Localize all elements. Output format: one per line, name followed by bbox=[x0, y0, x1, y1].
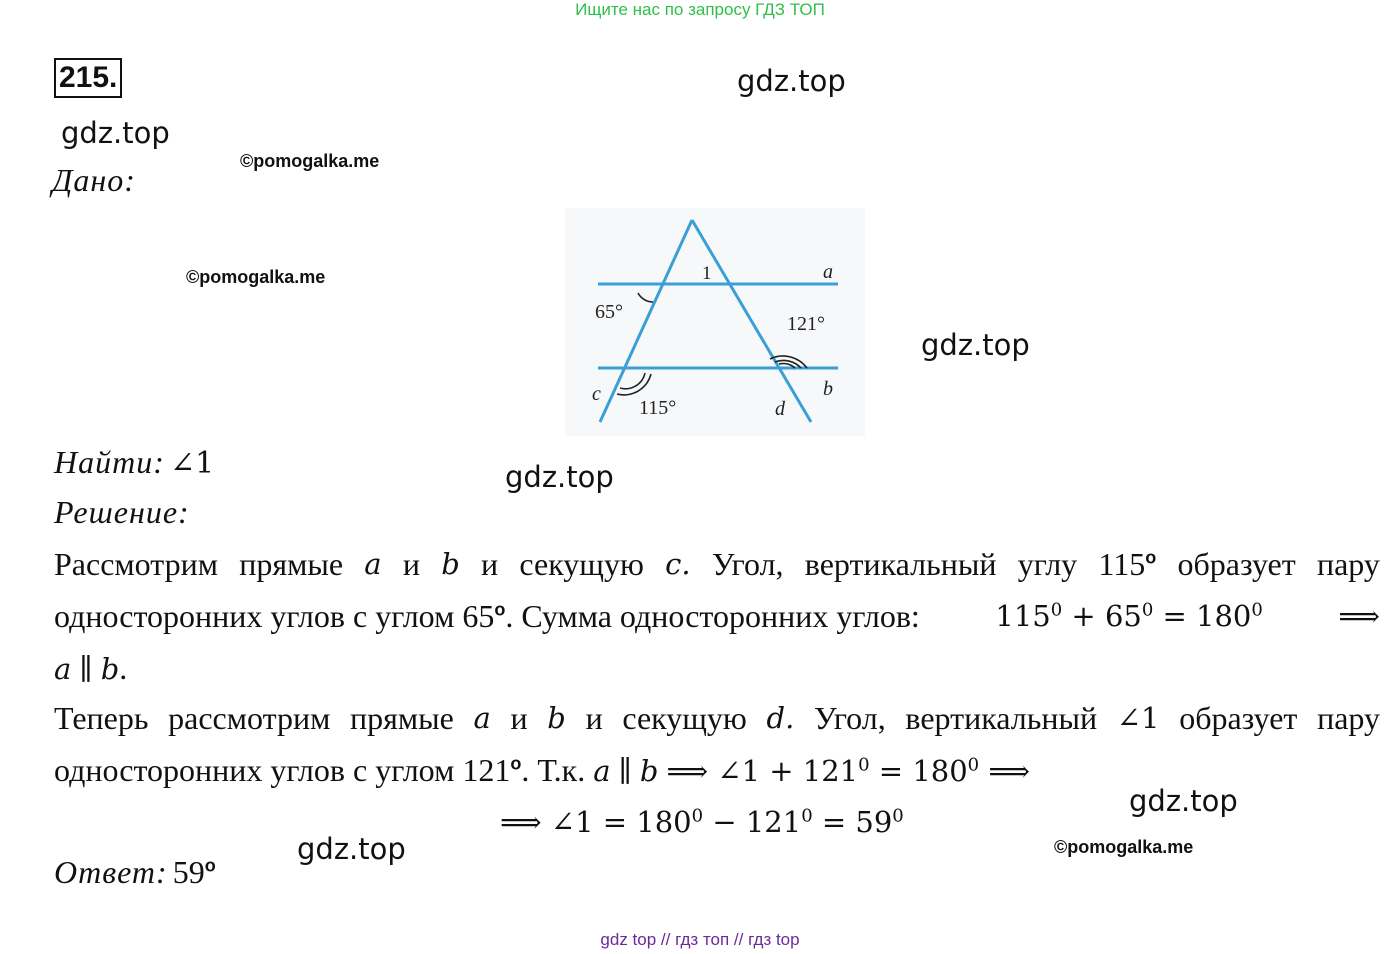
word: углу bbox=[1017, 546, 1078, 582]
watermark-gdz-5: gdz.top bbox=[1129, 784, 1238, 818]
p1-line2-text: односторонних углов с углом 65$^o$. Сумма односторонних углов: bbox=[54, 598, 920, 634]
word: Рассмотрим bbox=[54, 546, 218, 582]
p1-line2 bbox=[54, 590, 1380, 642]
label-115: 115° bbox=[639, 397, 677, 419]
find-line bbox=[54, 444, 214, 481]
geometry-figure bbox=[565, 208, 865, 436]
var-a: a bbox=[473, 701, 491, 735]
word: образует bbox=[1177, 546, 1296, 582]
label-c: c bbox=[592, 383, 601, 405]
find-label: Найти: bbox=[54, 444, 165, 480]
problem-number: 215. bbox=[54, 58, 122, 98]
word: вертикальный bbox=[804, 546, 997, 582]
word: пару bbox=[1316, 546, 1380, 582]
word: вертикальный bbox=[905, 700, 1098, 736]
label-b: b bbox=[823, 378, 833, 400]
word: прямые bbox=[239, 546, 344, 582]
word: прямые bbox=[350, 700, 454, 736]
find-value: ∠1 bbox=[169, 446, 215, 481]
watermark-gdz-2: gdz.top bbox=[61, 116, 170, 150]
p2-line2: односторонних углов с углом 121$^o$. Т.к. a ∥ b ⟹ ∠1 + $121^0 = 180^0$ ⟹ bbox=[54, 752, 1030, 788]
word: и bbox=[481, 546, 499, 582]
var-b: b bbox=[441, 547, 460, 581]
word: и bbox=[402, 546, 420, 582]
watermark-gdz-6: gdz.top bbox=[297, 832, 406, 866]
p1-equation: $115^0 + 65^0 = 180^0$ bbox=[995, 599, 1263, 633]
word: и bbox=[585, 700, 603, 736]
answer-value: 59$^o$ bbox=[172, 854, 216, 890]
var-c: c. bbox=[665, 547, 691, 581]
solution-label: Решение: bbox=[54, 494, 190, 530]
top-banner: Ищите нас по запросу ГДЗ ТОП bbox=[575, 0, 825, 19]
watermark-pomogalka-1: ©pomogalka.me bbox=[240, 151, 380, 171]
watermark-pomogalka-2: ©pomogalka.me bbox=[186, 267, 326, 287]
word: рассмотрим bbox=[168, 700, 331, 736]
word: секущую bbox=[519, 546, 644, 582]
word: секущую bbox=[622, 700, 747, 736]
implies-symbol: ⟹ bbox=[1338, 599, 1380, 633]
word: и bbox=[510, 700, 528, 736]
angle-1: ∠1 bbox=[1116, 701, 1160, 735]
word: Угол, bbox=[711, 546, 784, 582]
answer-line bbox=[54, 852, 216, 892]
var-b: b bbox=[547, 701, 566, 735]
watermark-gdz-4: gdz.top bbox=[505, 460, 614, 494]
watermark-gdz-1: gdz.top bbox=[737, 64, 846, 98]
label-a: a bbox=[823, 261, 833, 283]
p2-line1 bbox=[54, 692, 1380, 744]
word: Теперь bbox=[54, 700, 149, 736]
given-label: Дано: bbox=[52, 162, 136, 198]
p2-line3: ⟹ ∠1 = $180^0 - 121^0 = 59^0$ bbox=[500, 805, 904, 839]
answer-label: Ответ: bbox=[54, 854, 168, 890]
word: пару bbox=[1317, 700, 1380, 736]
watermark-pomogalka-3: ©pomogalka.me bbox=[1054, 837, 1194, 857]
word: образует bbox=[1179, 700, 1298, 736]
label-121: 121° bbox=[787, 313, 825, 335]
footer-links[interactable]: gdz top // гдз топ // гдз top bbox=[600, 930, 800, 949]
p1-line1 bbox=[54, 538, 1380, 590]
label-1: 1 bbox=[702, 263, 712, 284]
var-d: d. bbox=[766, 701, 795, 735]
label-d: d bbox=[775, 398, 785, 420]
watermark-gdz-3: gdz.top bbox=[921, 328, 1030, 362]
p1-line3: a ∥ b. bbox=[54, 650, 128, 686]
var-a: a bbox=[364, 547, 382, 581]
angle-115: 115$^o$ bbox=[1098, 546, 1157, 582]
label-65: 65° bbox=[595, 301, 623, 323]
word: Угол, bbox=[813, 700, 886, 736]
